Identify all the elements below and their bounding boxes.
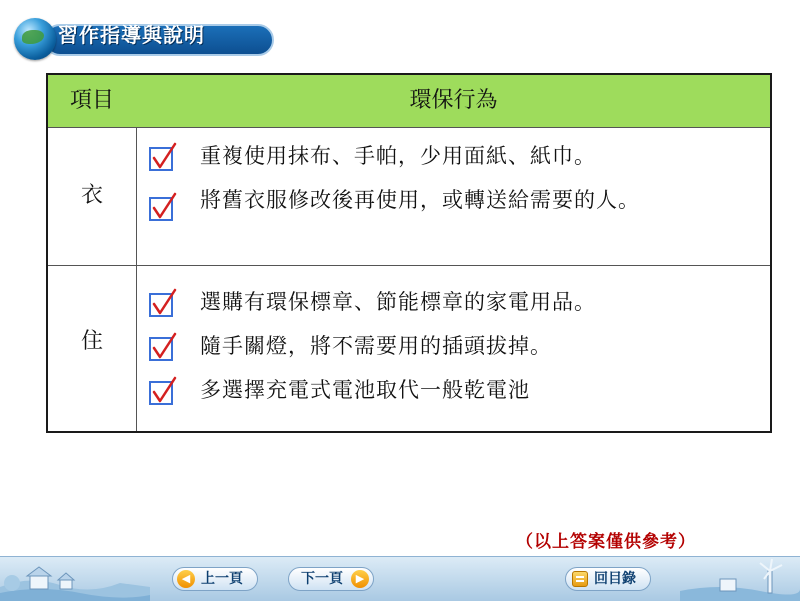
table-row — [48, 266, 770, 431]
checkbox-checked-icon — [148, 332, 178, 362]
row-category: 衣 — [80, 183, 103, 208]
list-item — [148, 138, 768, 174]
column-header-behavior: 環保行為 — [409, 88, 498, 113]
globe-icon — [14, 18, 56, 60]
next-page-button[interactable] — [288, 567, 374, 591]
list-item — [148, 284, 768, 320]
reference-answer-note: （以上答案僅供參考） — [516, 532, 696, 552]
behavior-text: 多選擇充電式電池取代一般乾電池 — [200, 378, 530, 402]
section-header — [14, 18, 276, 62]
checkbox-checked-icon — [148, 288, 178, 318]
prev-page-label: 上一頁 — [201, 571, 243, 587]
next-page-label: 下一頁 — [301, 571, 343, 587]
bottom-nav-bar — [0, 556, 800, 601]
table-of-contents-button[interactable] — [565, 567, 651, 591]
table-row — [48, 128, 770, 266]
behavior-text: 選購有環保標章、節能標章的家電用品。 — [200, 290, 596, 314]
row-category: 住 — [80, 329, 103, 354]
table-header-row — [48, 75, 770, 128]
windmill-illustration — [680, 557, 800, 601]
prev-page-button[interactable] — [172, 567, 258, 591]
arrow-right-icon: ▶ — [351, 570, 369, 588]
behavior-text: 重複使用抹布、手帕，少用面紙、紙巾。 — [200, 144, 596, 168]
menu-list-icon — [572, 571, 588, 587]
behavior-text: 將舊衣服修改後再使用，或轉送給需要的人。 — [200, 188, 640, 212]
checkbox-checked-icon — [148, 376, 178, 406]
checkbox-checked-icon — [148, 192, 178, 222]
toc-label: 回目錄 — [594, 571, 636, 587]
eco-behavior-table — [46, 73, 772, 433]
arrow-left-icon: ◀ — [177, 570, 195, 588]
list-item — [148, 372, 768, 408]
list-item — [148, 328, 768, 364]
checkbox-checked-icon — [148, 142, 178, 172]
behavior-text: 隨手關燈，將不需要用的插頭拔掉。 — [200, 334, 552, 358]
landscape-illustration — [0, 557, 150, 601]
column-header-item: 項目 — [69, 88, 114, 113]
header-title: 習作指導與說明 — [58, 23, 205, 47]
list-item — [148, 182, 768, 254]
